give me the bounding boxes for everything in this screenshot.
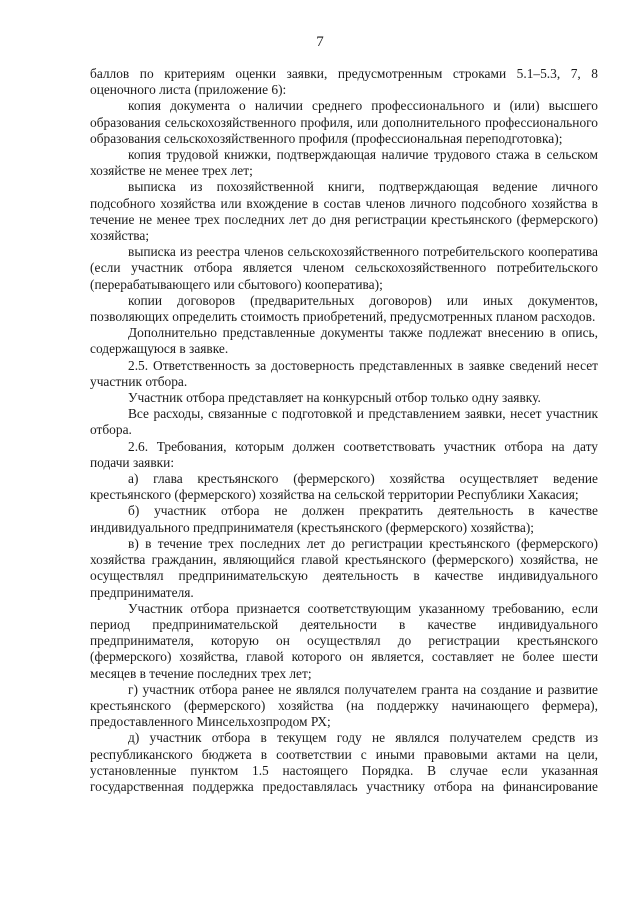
paragraph-2-5: 2.5. Ответственность за достоверность представленных в заявке сведений несет участник отбора. [90,357,598,389]
paragraph-item-a: а) глава крестьянского (фермерского) хозяйства осуществляет ведение крестьянского (фермерского) хозяйства на сельской территории Республики Хакасия; [90,471,598,503]
paragraph-compliance: Участник отбора признается соответствующим указанному требованию, если период предпринимательской деятельности в качестве индивидуального предпринимателя, которую он осуществлял до регистрации крестьянского (фермерского) хозяйства, главой которого он является, составляет не более шести месяцев в течение последних трех лет; [90,600,598,681]
paragraph-additional-docs: Дополнительно представленные документы также подлежат внесению в опись, содержащуюся в заявке. [90,325,598,357]
paragraph-expenses: Все расходы, связанные с подготовкой и представлением заявки, несет участник отбора. [90,406,598,438]
document-body [90,66,598,795]
paragraph-contracts: копии договоров (предварительных договоров) или иных документов, позволяющих определить стоимость приобретений, предусмотренных планом расходов. [90,292,598,325]
paragraph-2-6: 2.6. Требования, которым должен соответствовать участник отбора на дату подачи заявки: [90,438,598,470]
paragraph-cooperative-registry: выписка из реестра членов сельскохозяйственного потребительского кооператива (если участник отбора является членом сельскохозяйственного потребительского (перерабатывающего или сбытового) кооператива); [90,244,598,292]
paragraph-one-application: Участник отбора представляет на конкурсный отбор только одну заявку. [128,390,541,406]
paragraph-household-book: выписка из похозяйственной книги, подтверждающая ведение личного подсобного хозяйства или вхождение в состав членов личного подсобного хозяйства в течение не менее трех последних лет до дня регистрации крестьянского (фермерского) хозяйства; [90,179,598,244]
paragraph-item-v: в) в течение трех последних лет до регистрации крестьянского (фермерского) хозяйства гражданин, являющийся главой крестьянского (фермерского) хозяйства, не осуществлял предпринимательскую деятельность в качестве индивидуального предпринимателя. [90,535,598,600]
paragraph-education-copy: копия документа о наличии среднего профессионального и (или) высшего образования сельскохозяйственного профиля, или дополнительного профессионального образования сельскохозяйственного профиля (профессиональная переподготовка); [90,98,598,146]
paragraph-item-d: д) участник отбора в текущем году не являлся получателем средств из республиканского бюджета в соответствии с иными правовыми актами на цели, установленные пунктом 1.5 настоящего Порядка. В случае если указанная государственная поддержка предоставлялась участнику отбора на финансирование [90,730,598,794]
paragraph-item-b: б) участник отбора не должен прекратить деятельность в качестве индивидуального предпринимателя (крестьянского (фермерского) хозяйства); [90,503,598,535]
paragraph-continuation: баллов по критериям оценки заявки, предусмотренным строками 5.1–5.3, 7, 8 оценочного листа (приложение 6): [90,66,598,98]
paragraph-employment-record: копия трудовой книжки, подтверждающая наличие трудового стажа в сельском хозяйстве не менее трех лет; [90,147,598,179]
page-number: 7 [316,34,324,50]
paragraph-item-g: г) участник отбора ранее не являлся получателем гранта на создание и развитие крестьянского (фермерского) хозяйства (на поддержку начинающего фермера), предоставленного Минсельхозпродом РХ; [90,681,598,730]
